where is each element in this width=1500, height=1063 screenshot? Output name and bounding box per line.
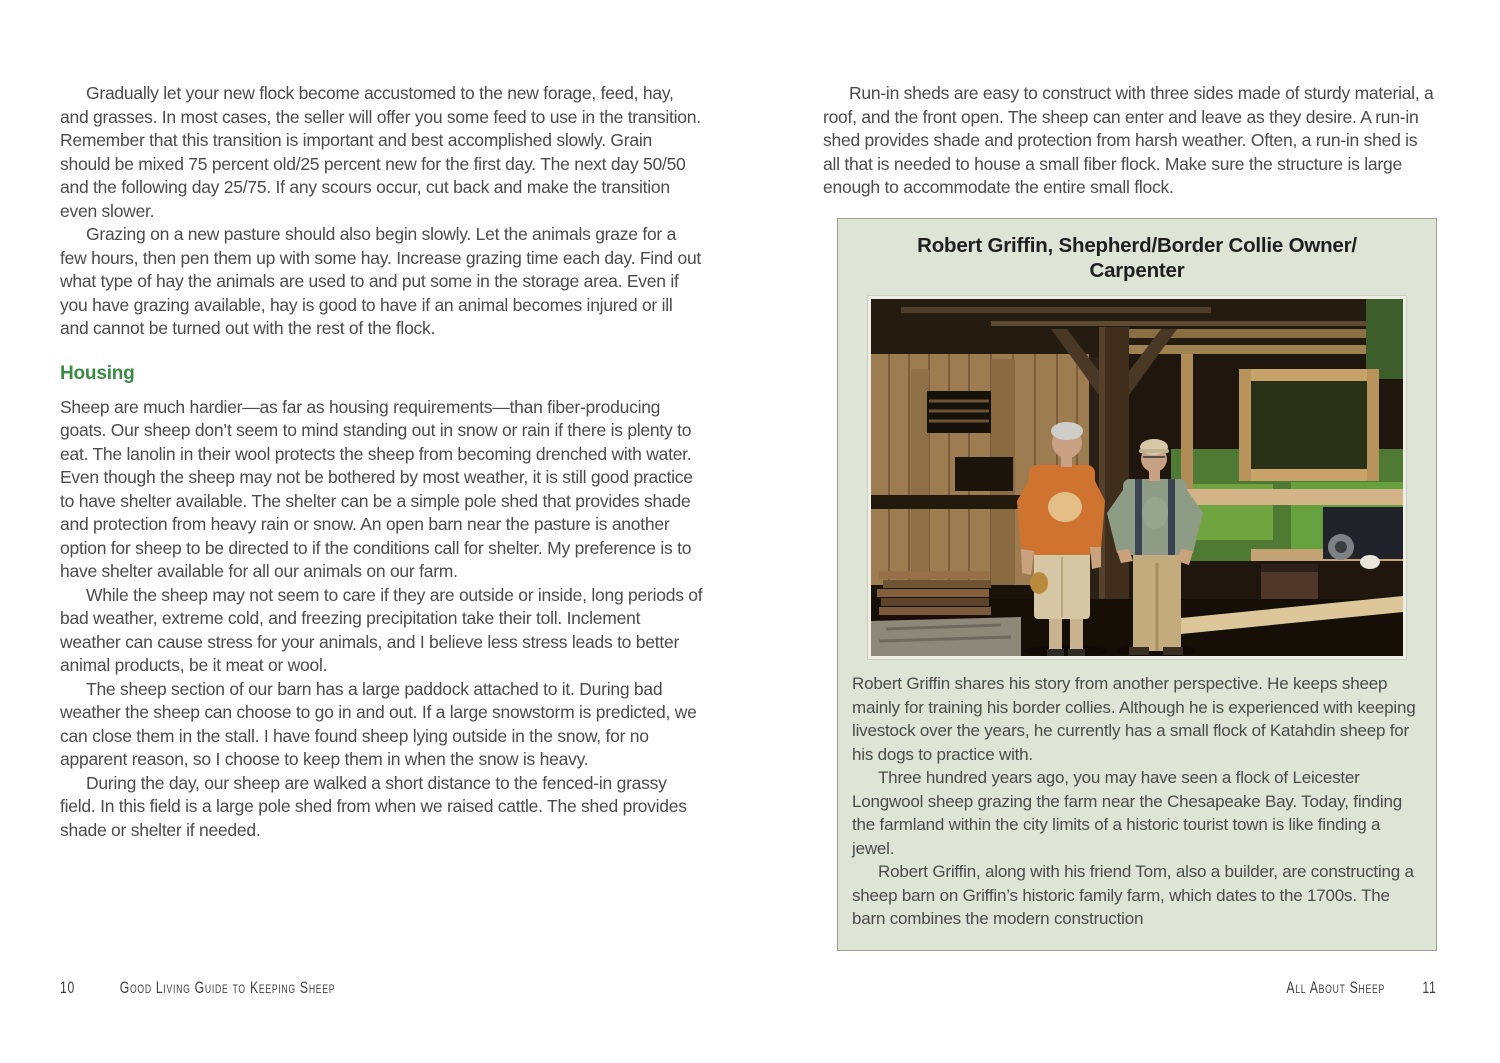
paragraph: Robert Griffin, along with his friend Tom, also a builder, are constructing a sheep barn on Griffin’s historic family farm, which dates to the 1700s. The barn combines the modern construction <box>852 862 1414 928</box>
left-page-text-column <box>60 82 705 842</box>
profile-box-body <box>852 672 1422 931</box>
profile-photo <box>868 296 1406 659</box>
profile-box-title-line2: Carpenter <box>1089 258 1185 282</box>
paragraph: Robert Griffin shares his story from another perspective. He keeps sheep mainly for training his border collies. Although he is experienced with keeping livestock over the years, he currently has a small flock of Katahdin sheep for his dogs to practice with. <box>852 674 1416 764</box>
paragraph: During the day, our sheep are walked a short distance to the fenced-in grassy field. In this field is a large pole shed from when we raised cattle. The shed provides shade or shelter if needed. <box>60 772 687 840</box>
left-page-footer <box>60 978 335 998</box>
profile-box-title-line1: Robert Griffin, Shepherd/Border Collie Owner/ <box>917 234 1357 257</box>
profile-sidebar-box <box>837 218 1437 951</box>
page-number-left: 10 <box>60 978 76 997</box>
paragraph: Gradually let your new flock become accustomed to the new forage, feed, hay, and grasses. In most cases, the seller will offer you some feed to use in the transition. Remember that this transition is important and best accomplished slowly. Grain should be mixed 75 percent old/25 percent new for the first day. The next day 50/50 and the following day 25/75. If any scours occur, cut back and make the transition even slower. <box>60 83 701 221</box>
right-page-text-column <box>823 82 1438 200</box>
profile-box-title <box>852 234 1422 283</box>
page-number-right: 11 <box>1422 978 1437 997</box>
paragraph: While the sheep may not seem to care if they are outside or inside, long periods of bad weather, extreme cold, and freezing precipitation take their toll. Inclement weather can cause stress for your animals, and I believe less stress leads to better animal products, be it meat or wool. <box>60 584 703 675</box>
paragraph: Run-in sheds are easy to construct with three sides made of sturdy material, a roof, and the front open. The sheep can enter and leave as they desire. A run-in shed provides shade and protection from harsh weather. Often, a run-in shed is all that is needed to house a small fiber flock. Make sure the structure is large enough to accommodate the entire small flock. <box>823 83 1434 197</box>
barn-photo-illustration <box>871 299 1403 656</box>
paragraph: Grazing on a new pasture should also begin slowly. Let the animals graze for a few hours, then pen them up with some hay. Increase grazing time each day. Find out what type of hay the animals are used to and put some in the storage area. Even if you have grazing available, hay is good to have if an animal becomes injured or ill and cannot be turned out with the rest of the flock. <box>60 224 702 338</box>
paragraph: Three hundred years ago, you may have seen a flock of Leicester Longwool sheep grazing the farm near the Chesapeake Bay. Today, finding the farmland within the city limits of a historic tourist town is like finding a jewel. <box>852 768 1403 858</box>
paragraph: The sheep section of our barn has a large paddock attached to it. During bad weather the sheep can choose to go in and out. If a large snowstorm is predicted, we can close them in the stall. I have found sheep lying outside in the snow, for no apparent reason, so I choose to keep them in when the snow is heavy. <box>60 678 697 769</box>
paragraph: Sheep are much hardier—as far as housing requirements—than fiber-producing goats. Our sheep don’t seem to mind standing out in snow or rain if there is plenty to eat. The lanolin in their wool protects the sheep from becoming drenched with water. Even though the sheep may not be bothered by most weather, it is still good practice to have shelter available. The shelter can be a simple pole shed that provides shade and protection from heavy rain or snow. An open barn near the pasture is another option for sheep to be directed to if the conditions call for shelter. My preference is to have shelter available for all our animals on our farm. <box>60 396 693 581</box>
right-page-footer <box>1287 978 1437 998</box>
section-heading-housing: Housing <box>60 362 135 384</box>
running-head-book-title: Good Living Guide to Keeping Sheep <box>119 978 336 997</box>
running-head-chapter-title: All About Sheep <box>1286 978 1386 997</box>
